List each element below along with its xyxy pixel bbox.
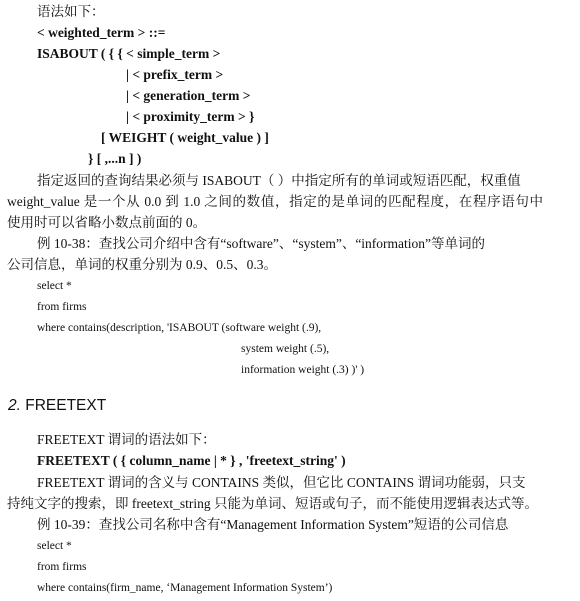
paragraph-line: 持纯文字的搜索，即 freetext_string 只能为单词、短语或句子，而不能使用逻辑表达式等。 [7,496,538,511]
freetext-intro: FREETEXT 谓词的语法如下： [37,432,216,447]
section-heading [8,398,106,414]
code-line: select * [37,540,72,552]
paragraph-line: weight_value 是一个从 0.0 到 1.0 之间的数值，指定的是单词的匹配程度，在程序语句中 [7,194,543,209]
code-line: system weight (.5), [241,343,330,355]
example-line: 例 10-39：查找公司名称中含有“Management Information System”短语的公司信息 [37,517,509,532]
section-number: 2. [8,397,21,414]
code-line: select * [37,280,72,292]
code-line: from firms [37,301,87,313]
paragraph-line: FREETEXT 谓词的含义与 CONTAINS 类似，但它比 CONTAINS 谓词功能弱，只支 [37,475,526,490]
example-line: 例 10-38：查找公司介绍中含有“software”、“system”、“information”等单词的 [37,236,486,251]
code-line: from firms [37,561,87,573]
paragraph-line: 使用时可以省略小数点前面的 0。 [7,215,207,230]
syntax-line: < weighted_term > ::= [37,25,166,40]
syntax-line: | < prefix_term > [126,67,224,82]
syntax-line: | < proximity_term > } [126,109,255,124]
code-line: where contains(firm_name, ‘Management Information System’) [37,582,333,594]
syntax-line: ISABOUT ( { { < simple_term > [37,46,221,61]
code-line: information weight (.3) )' ) [241,364,365,376]
syntax-line: } [ ,...n ] ) [88,151,142,166]
syntax-line: | < generation_term > [126,88,251,103]
code-line: where contains(description, 'ISABOUT (software weight (.9), [37,322,322,334]
section-title: FREETEXT [25,397,107,414]
syntax-intro: 语法如下： [37,4,105,19]
freetext-syntax: FREETEXT ( { column_name | * } , 'freetext_string' ) [37,453,346,468]
paragraph-line: 指定返回的查询结果必须与 ISABOUT（ ）中指定所有的单词或短语匹配，权重值 [37,173,521,188]
example-line: 公司信息，单词的权重分别为 0.9、0.5、0.3。 [7,257,277,272]
syntax-line: [ WEIGHT ( weight_value ) ] [101,130,269,145]
